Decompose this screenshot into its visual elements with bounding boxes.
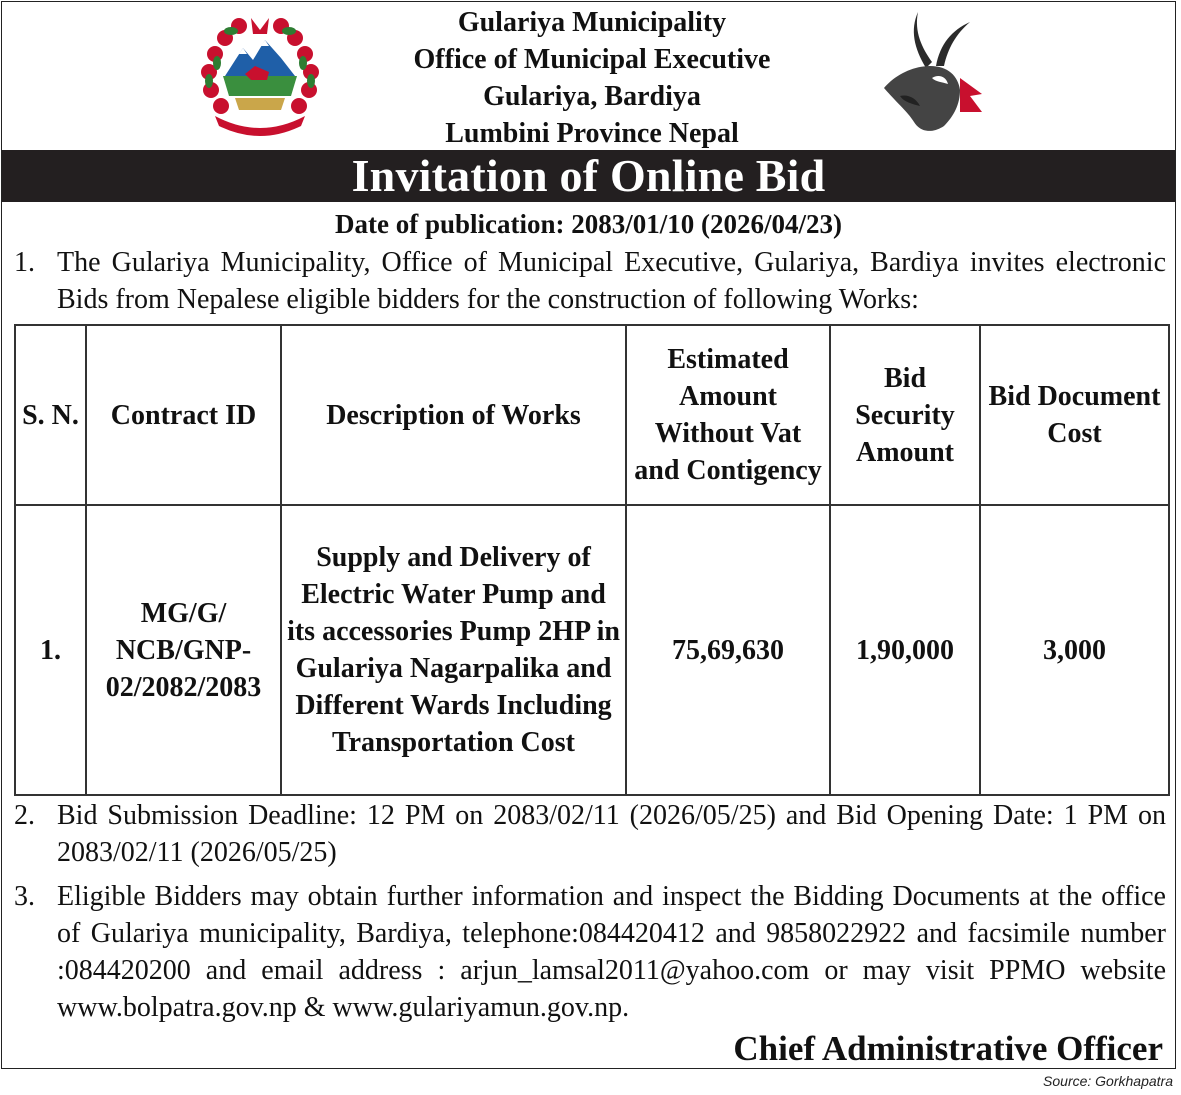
- clause-text: Bid Submission Deadline: 12 PM on 2083/02/11 (2026/05/25) and Bid Opening Date: 1 PM on 2083/02/11 (2026/05/25): [57, 800, 1166, 868]
- office-location: Gulariya, Bardiya: [483, 81, 701, 112]
- clause-number: 1.: [14, 247, 35, 278]
- source-credit: Source: Gorkhapatra: [1043, 1073, 1173, 1089]
- cell-bid-security: 1,90,000: [830, 505, 980, 795]
- clause-2: [14, 797, 1166, 871]
- works-table: [14, 324, 1170, 796]
- notice-page: [1, 1, 1176, 1069]
- header-description: Description of Works: [281, 325, 626, 505]
- header-document-cost: Bid Document Cost: [980, 325, 1169, 505]
- clause-text: Eligible Bidders may obtain further information and inspect the Bidding Documents at the office of Gulariya municipality, Bardiya, telephone:084420412 and 9858022922 and facsimile number :084420200 and email address : arjun_lamsal2011@yahoo.com or may visit PPMO website www.bolpatra.gov.np & www.gulariyamun.gov.np.: [57, 881, 1166, 1023]
- province-name: Lumbini Province Nepal: [445, 118, 739, 149]
- cell-sn: 1.: [15, 505, 86, 795]
- clause-text: The Gulariya Municipality, Office of Municipal Executive, Gulariya, Bardiya invites electronic Bids from Nepalese eligible bidders for the construction of following Works:: [57, 247, 1166, 315]
- cell-description: Supply and Delivery of Electric Water Pump and its accessories Pump 2HP in Gulariya Nagarpalika and Different Wards Including Transportation Cost: [281, 505, 626, 795]
- office-heading: [362, 4, 822, 152]
- cell-contract-id: MG/G/ NCB/GNP-02/2082/2083: [86, 505, 281, 795]
- cell-estimated-amount: 75,69,630: [626, 505, 830, 795]
- clause-1: [14, 244, 1166, 318]
- nepal-emblem-icon: [195, 14, 325, 139]
- table-header-row: [15, 325, 1169, 505]
- table-row: [15, 505, 1169, 795]
- header-contract-id: Contract ID: [86, 325, 281, 505]
- clause-3: [14, 878, 1166, 1026]
- blackbuck-logo-icon: [874, 8, 986, 138]
- signatory-title: Chief Administrative Officer: [733, 1029, 1163, 1068]
- publication-date: Date of publication: 2083/01/10 (2026/04/23): [335, 209, 842, 239]
- clause-number: 2.: [14, 800, 35, 831]
- clause-number: 3.: [14, 881, 35, 912]
- office-name: Office of Municipal Executive: [413, 44, 771, 75]
- header-bid-security: Bid Security Amount: [830, 325, 980, 505]
- notice-header: [2, 2, 1175, 150]
- header-sn: S. N.: [15, 325, 86, 505]
- notice-title: Invitation of Online Bid: [2, 150, 1175, 202]
- cell-document-cost: 3,000: [980, 505, 1169, 795]
- municipality-name: Gulariya Municipality: [457, 7, 727, 38]
- header-estimated-amount: Estimated Amount Without Vat and Contigency: [626, 325, 830, 505]
